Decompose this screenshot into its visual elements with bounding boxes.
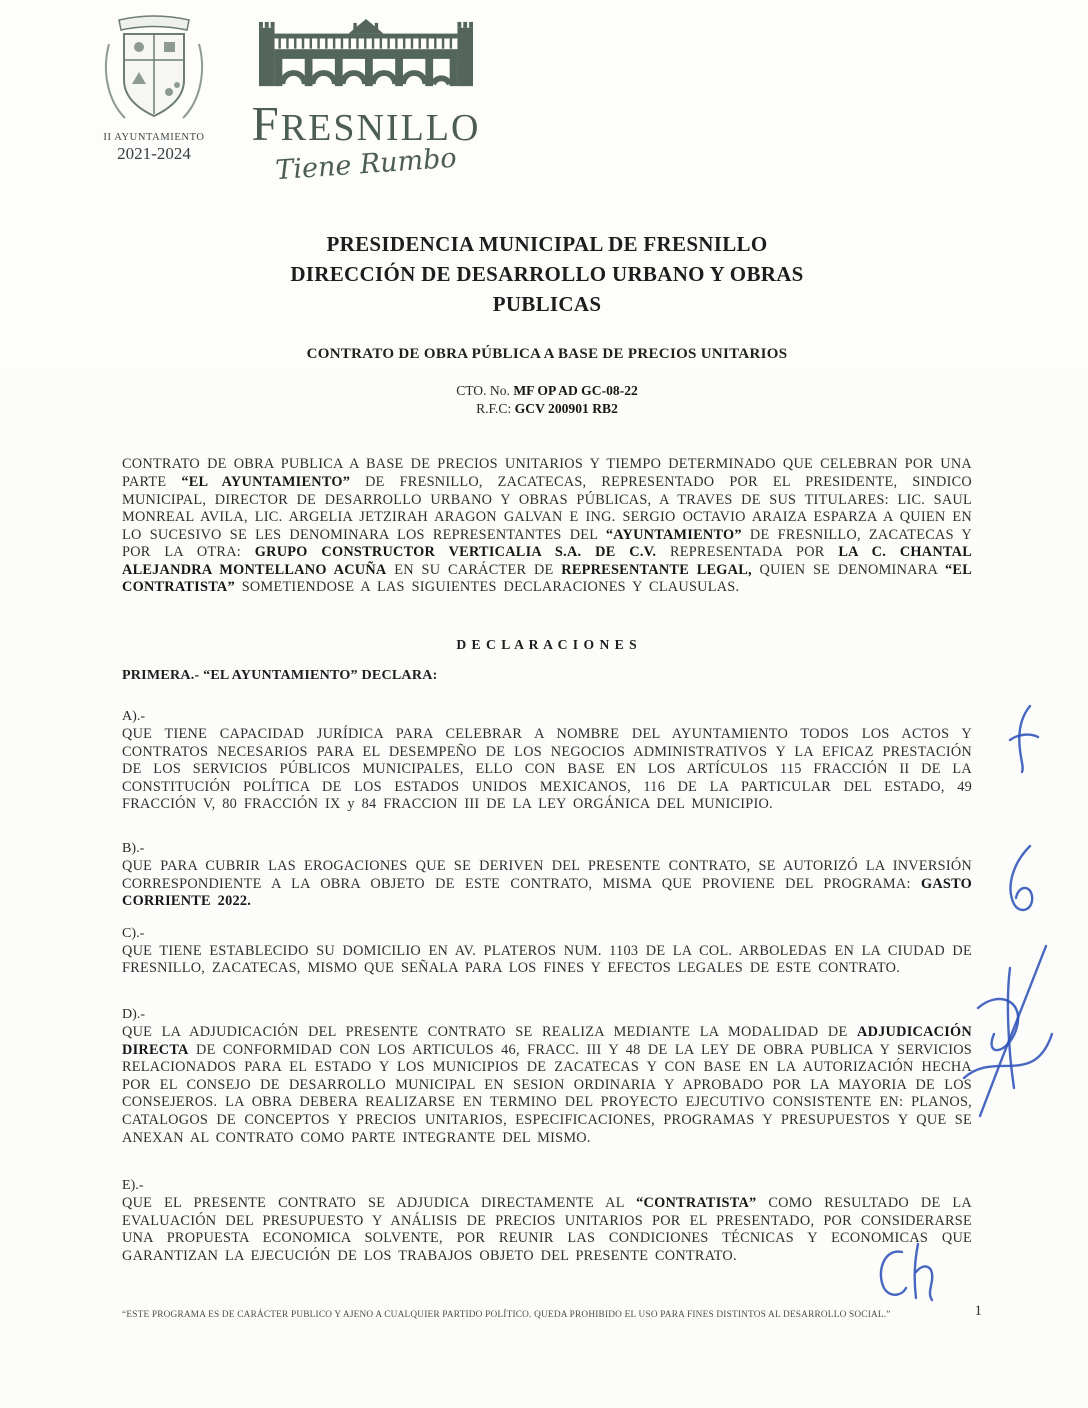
contract-number-line: CTO. No. MF OP AD GC-08-22	[456, 383, 638, 399]
municipal-coat-of-arms	[90, 12, 218, 164]
document-body	[0, 230, 1088, 1266]
declarations-heading: D E C L A R A C I O N E S	[456, 637, 638, 653]
primera-heading: PRIMERA.- “EL AYUNTAMIENTO” DECLARA:	[122, 667, 438, 684]
coat-of-arms-icon	[98, 12, 210, 130]
clause-a	[122, 708, 972, 814]
fresnillo-logo	[244, 14, 488, 187]
signature-stroke-2	[992, 836, 1042, 926]
page-footer	[122, 1303, 982, 1320]
clause-d-text: QUE LA ADJUDICACIÓN DEL PRESENTE CONTRATO SE REALIZA MEDIANTE LA MODALIDAD DE ADJUDICACIÓN DIRECTA DE CONFORMIDAD CON LOS ARTICULOS 46, FRACC. III Y 48 DE LA LEY DE OBRA PUBLICA Y SERVICIOS RELACIONADOS PARA EL ESTADO Y LOS MUNICIPIOS DE ZACATECAS Y CON BASE EN LA AUTORIZACIÓN HECHA POR EL CONSEJO DE DESARROLLO MUNICIPAL EN SESION ORDINARIA Y APROBADO POR LA MAYORIA DE LOS CONSEJEROS. LA OBRA DEBERA REALIZARSE EN TERMINO DEL PROYECTO EJECUTIVO CONSISTENTE EN: PLANOS, CATALOGOS DE CONCEPTOS Y PRECIOS UNITARIOS, ESPECIFICACIONES, PROGRAMAS Y PRESUPUESTOS Y QUE SE ANEXAN AL CONTRATO COMO PARTE INTEGRANTE DEL MISMO.	[122, 1024, 972, 1146]
clause-a-label: A).-	[122, 708, 146, 725]
clause-c	[122, 925, 972, 978]
signature-stroke-3	[950, 938, 1065, 1128]
crest-years: 2021-2024	[117, 144, 191, 163]
title-line-2: DIRECCIÓN DE DESARROLLO URBANO Y OBRAS	[290, 261, 804, 286]
clause-b-label: B).-	[122, 840, 145, 857]
logo-wordmark: FRESNILLO	[251, 96, 481, 151]
crest-caption: II AYUNTAMIENTO	[103, 132, 205, 143]
document-header	[0, 0, 1088, 212]
clause-e-label: E).-	[122, 1177, 144, 1194]
aqueduct-icon	[259, 14, 473, 96]
clause-d-label: D).-	[122, 1006, 146, 1022]
title-line-1: PRESIDENCIA MUNICIPAL DE FRESNILLO	[326, 232, 768, 256]
page-number: 1	[974, 1303, 982, 1319]
clause-e	[122, 1177, 972, 1265]
contract-references	[122, 382, 972, 418]
clause-c-label: C).-	[122, 924, 145, 941]
signature-stroke-4	[868, 1238, 943, 1308]
clause-d	[122, 1006, 972, 1147]
clause-b-text: QUE PARA CUBRIR LAS EROGACIONES QUE SE DERIVEN DEL PRESENTE CONTRATO, SE AUTORIZÓ LA INVERSIÓN CORRESPONDIENTE A LA OBRA OBJETO DE ESTE CONTRATO, MISMA QUE PROVIENE DEL PROGRAMA: GASTO CORRIENTE 2022.	[122, 858, 972, 910]
footer-legend: “ESTE PROGRAMA ES DE CARÁCTER PUBLICO Y AJENO A CUALQUIER PARTIDO POLÍTICO. QUEDA PROHIBIDO EL USO PARA FINES DISTINTOS AL DESARROLLO SOCIAL.”	[122, 1310, 891, 1320]
intro-paragraph: CONTRATO DE OBRA PUBLICA A BASE DE PRECIOS UNITARIOS Y TIEMPO DETERMINADO QUE CELEBRAN POR UNA PARTE “EL AYUNTAMIENTO” DE FRESNILLO, ZACATECAS, REPRESENTADO POR EL PRESIDENTE, SINDICO MUNICIPAL, DIRECTOR DE DESARROLLO URBANO Y OBRAS PÚBLICAS, A TRAVES DE SUS TITULARES: LIC. SAUL MONREAL AVILA, LIC. ARGELIA JETZIRAH ARAGON GALVAN E ING. SERGIO OCTAVIO ARAIZA ESPARZA A QUIEN EN LO SUCESIVO SE LES DENOMINARA LOS REPRESENTANTES DEL “AYUNTAMIENTO” DE FRESNILLO, ZACATECAS Y POR LA OTRA: GRUPO CONSTRUCTOR VERTICALIA S.A. DE C.V. REPRESENTADA POR LA C. CHANTAL ALEJANDRA MONTELLANO ACUÑA EN SU CARÁCTER DE REPRESENTANTE LEGAL, QUIEN SE DENOMINARA “EL CONTRATISTA” SOMETIENDOSE A LAS SIGUIENTES DECLARACIONES Y CLAUSULAS.	[122, 456, 973, 596]
clause-a-text: QUE TIENE CAPACIDAD JURÍDICA PARA CELEBRAR A NOMBRE DEL AYUNTAMIENTO TODOS LOS ACTOS Y CONTRATOS NECESARIOS PARA EL DESEMPEÑO DE LOS NEGOCIOS ADMINISTRATIVOS Y LA EFICAZ PRESTACIÓN DE LOS SERVICIOS PÚBLICOS MUNICIPALES, ELLO CON BASE EN LOS ARTÍCULOS 115 FRACCIÓN II DE LA CONSTITUCIÓN POLÍTICA DE LOS ESTADOS UNIDOS MEXICANOS, 116 DE LA PARTICULAR DEL ESTADO, 49 FRACCIÓN V, 80 FRACCIÓN IX y 84 FRACCION III DE LA LEY ORGÁNICA DEL MUNICIPIO.	[122, 726, 972, 813]
document-title	[122, 230, 972, 319]
logo-tagline: Tiene Rumbo	[274, 142, 458, 187]
rfc-line: R.F.C: GCV 200901 RB2	[476, 401, 618, 417]
clause-b	[122, 840, 972, 911]
clause-c-text: QUE TIENE ESTABLECIDO SU DOMICILIO EN AV. PLATEROS NUM. 1103 DE LA COL. ARBOLEDAS EN LA CIUDAD DE FRESNILLO, ZACATECAS, MISMO QUE SEÑALA PARA LOS FINES Y EFECTOS LEGALES DE ESTE CONTRATO.	[122, 942, 972, 977]
contract-subtitle: CONTRATO DE OBRA PÚBLICA A BASE DE PRECIOS UNITARIOS	[306, 346, 788, 363]
signature-stroke-1	[998, 700, 1043, 775]
clause-e-text: QUE EL PRESENTE CONTRATO SE ADJUDICA DIRECTAMENTE AL “CONTRATISTA” COMO RESULTADO DE LA EVALUACIÓN DEL PRESUPUESTO Y ANÁLISIS DE PRECIOS UNITARIOS POR EL PRESENTADO, POR CONSIDERARSE UNA PROPUESTA ECONOMICA SOLVENTE, POR REUNIR LAS CONDICIONES TÉCNICAS Y ECONOMICAS QUE GARANTIZAN LA EJECUCIÓN DE LOS TRABAJOS OBJETO DEL PRESENTE CONTRATO.	[122, 1195, 972, 1264]
title-line-3: PUBLICAS	[492, 291, 602, 316]
